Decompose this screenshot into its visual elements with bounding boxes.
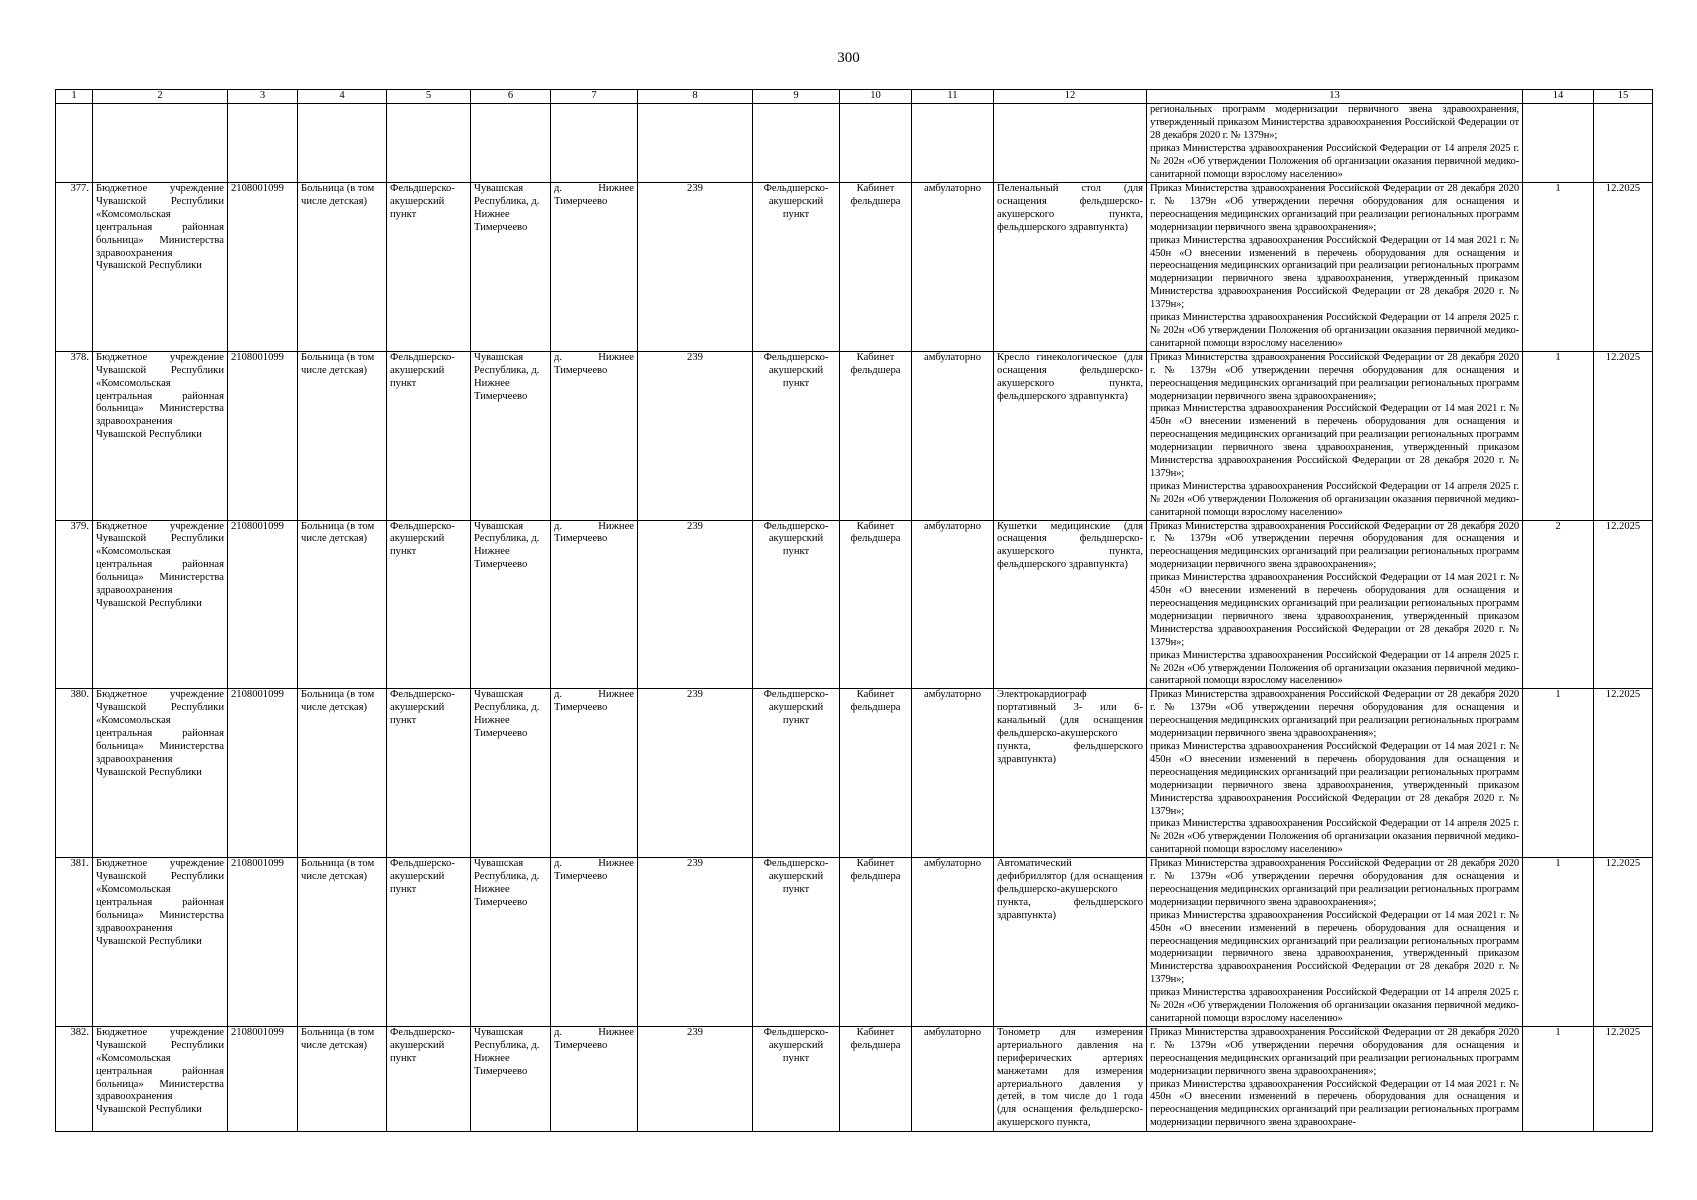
care-mode: амбулаторно	[924, 351, 981, 363]
settlement-name: д. Нижнее Тимерчеево	[554, 183, 634, 207]
mode-cell	[912, 520, 994, 689]
care-mode: амбулаторно	[924, 1026, 981, 1038]
mode-cell	[912, 858, 994, 1027]
population-cell	[638, 183, 753, 352]
table-row	[56, 689, 1653, 858]
deadline-date: 12.2025	[1605, 1026, 1641, 1038]
unit-cell	[387, 520, 471, 689]
deadline-date: 12.2025	[1605, 351, 1641, 363]
population-value: 239	[687, 1026, 703, 1038]
column-header: 10	[840, 90, 912, 104]
division-name: Фельдшерско-акушерский пункт	[763, 689, 829, 727]
organization-cell	[93, 1026, 228, 1131]
organization-type: Больница (в том числе детская)	[301, 351, 375, 376]
table-row	[56, 183, 1653, 352]
division-cell	[753, 858, 840, 1027]
unit-cell	[387, 1026, 471, 1131]
room-name: Кабинет фельдшера	[850, 520, 901, 545]
legal-basis: Приказ Министерства здравоохранения Российской Федерации от 28 декабря 2020 г. № 1379н «Об утверждении перечня оборудования для оснащения и переоснащения медицинских организаций при реализации региональных программ модернизации первичного звена здравоохранения»; приказ Министерства здравоохранения Российской Федерации от 14 мая 2021 г. № 450н «О внесении изменений в перечень оборудования для оснащения и переоснащения медицинских организаций при реализации региональных программ модернизации первичного звена здравоохранения, утвержденный приказом Министерства здравоохранения Российской Федерации от 28 декабря 2020 г. № 1379н»; приказ Министерства здравоохранения Российской Федерации от 14 апреля 2025 г. № 202н «Об утверждении Положения об организации оказания первичной медико-санитарной помощи взрослому населению»	[1150, 689, 1519, 856]
basis-continuation-cell	[1147, 104, 1523, 183]
equipment-name: Кушетки медицинские (для оснащения фельдшерско-акушерского пункта, фельдшерского здравпункта)	[997, 520, 1143, 571]
type-cell	[298, 689, 387, 858]
type-cell	[298, 351, 387, 520]
type-cell	[298, 1026, 387, 1131]
basis-continuation-text: региональных программ модернизации первичного звена здравоохранения, утвержденный приказом Министерства здравоохранения Российской Федерации от 28 декабря 2020 г. № 1379н»; приказ Министерства здравоохранения Российской Федерации от 14 апреля 2025 г. № 202н «Об утверждении Положения об организации оказания первичной медико-санитарной помощи взрослому населению»	[1150, 104, 1519, 180]
organization-name: Бюджетное учреждение Чувашской Республики «Комсомольская центральная районная больница» Министерства здравоохранения Чувашской Республики	[96, 520, 224, 609]
mode-cell	[912, 689, 994, 858]
room-cell	[840, 858, 912, 1027]
equipment-cell	[994, 520, 1147, 689]
mode-cell	[912, 1026, 994, 1131]
organization-cell	[93, 183, 228, 352]
quantity-cell	[1523, 689, 1594, 858]
division-cell	[753, 351, 840, 520]
column-header: 3	[228, 90, 298, 104]
empty-cell	[471, 104, 551, 183]
basis-cell	[1147, 183, 1523, 352]
empty-cell	[228, 104, 298, 183]
organization-code: 2108001099	[231, 351, 284, 363]
type-cell	[298, 520, 387, 689]
quantity-value: 1	[1555, 858, 1561, 870]
legal-basis: Приказ Министерства здравоохранения Российской Федерации от 28 декабря 2020 г. № 1379н «Об утверждении перечня оборудования для оснащения и переоснащения медицинских организаций при реализации региональных программ модернизации первичного звена здравоохранения»; приказ Министерства здравоохранения Российской Федерации от 14 мая 2021 г. № 450н «О внесении изменений в перечень оборудования для оснащения и переоснащения медицинских организаций при реализации региональных программ модернизации первичного звена здравоохранения, утвержденный приказом Министерства здравоохранения Российской Федерации от 28 декабря 2020 г. № 1379н»; приказ Министерства здравоохранения Российской Федерации от 14 апреля 2025 г. № 202н «Об утверждении Положения об организации оказания первичной медико-санитарной помощи взрослому населению»	[1150, 183, 1519, 349]
date-cell	[1594, 858, 1653, 1027]
equipment-name: Тонометр для измерения артериального давления на периферических артериях манжетами для измерения артериального давления у детей, в том числе до 1 года (для оснащения фельдшерско-акушерского пункта,	[997, 1026, 1143, 1129]
table-row	[56, 1026, 1653, 1131]
column-header: 4	[298, 90, 387, 104]
organization-name: Бюджетное учреждение Чувашской Республики «Комсомольская центральная районная больница» Министерства здравоохранения Чувашской Республики	[96, 183, 224, 272]
division-cell	[753, 689, 840, 858]
legal-basis: Приказ Министерства здравоохранения Российской Федерации от 28 декабря 2020 г. № 1379н «Об утверждении перечня оборудования для оснащения и переоснащения медицинских организаций при реализации региональных программ модернизации первичного звена здравоохранения»; приказ Министерства здравоохранения Российской Федерации от 14 мая 2021 г. № 450н «О внесении изменений в перечень оборудования для оснащения и переоснащения медицинских организаций при реализации региональных программ модернизации первичного звена здравоохранения, утвержденный приказом Министерства здравоохранения Российской Федерации от 28 декабря 2020 г. № 1379н»; приказ Министерства здравоохранения Российской Федерации от 14 апреля 2025 г. № 202н «Об утверждении Положения об организации оказания первичной медико-санитарной помощи взрослому населению»	[1150, 858, 1519, 1024]
empty-cell	[912, 104, 994, 183]
organization-cell	[93, 689, 228, 858]
settlement-cell	[551, 183, 638, 352]
quantity-cell	[1523, 183, 1594, 352]
room-name: Кабинет фельдшера	[850, 858, 901, 883]
empty-cell	[753, 104, 840, 183]
unit-cell	[387, 689, 471, 858]
quantity-cell	[1523, 520, 1594, 689]
division-cell	[753, 520, 840, 689]
row-number-cell	[56, 351, 93, 520]
empty-cell	[1523, 104, 1594, 183]
room-name: Кабинет фельдшера	[850, 351, 901, 376]
deadline-date: 12.2025	[1605, 689, 1641, 701]
column-header: 6	[471, 90, 551, 104]
region-cell	[471, 351, 551, 520]
empty-cell	[638, 104, 753, 183]
population-cell	[638, 351, 753, 520]
legal-basis: Приказ Министерства здравоохранения Российской Федерации от 28 декабря 2020 г. № 1379н «Об утверждении перечня оборудования для оснащения и переоснащения медицинских организаций при реализации региональных программ модернизации первичного звена здравоохранения»; приказ Министерства здравоохранения Российской Федерации от 14 мая 2021 г. № 450н «О внесении изменений в перечень оборудования для оснащения и переоснащения медицинских организаций при реализации региональных программ модернизации первичного звена здравоохране-	[1150, 1026, 1519, 1129]
row-number: 382.	[70, 1026, 89, 1038]
region-address: Чувашская Республика, д. Нижнее Тимерчеево	[474, 689, 540, 740]
column-header: 12	[994, 90, 1147, 104]
room-cell	[840, 183, 912, 352]
division-name: Фельдшерско-акушерский пункт	[763, 183, 829, 220]
room-name: Кабинет фельдшера	[850, 1026, 901, 1051]
row-number: 377.	[70, 183, 89, 194]
population-value: 239	[687, 520, 703, 532]
deadline-date: 12.2025	[1605, 520, 1641, 532]
mode-cell	[912, 183, 994, 352]
region-address: Чувашская Республика, д. Нижнее Тимерчеево	[474, 351, 540, 402]
empty-cell	[1594, 104, 1653, 183]
quantity-value: 1	[1555, 351, 1561, 363]
column-number-header	[56, 90, 1653, 104]
settlement-cell	[551, 858, 638, 1027]
organization-cell	[93, 351, 228, 520]
settlement-cell	[551, 520, 638, 689]
row-number: 379.	[70, 520, 89, 532]
column-header: 15	[1594, 90, 1653, 104]
organization-type: Больница (в том числе детская)	[301, 183, 375, 207]
population-cell	[638, 858, 753, 1027]
room-name: Кабинет фельдшера	[850, 689, 901, 714]
column-header: 14	[1523, 90, 1594, 104]
room-cell	[840, 689, 912, 858]
quantity-value: 2	[1555, 520, 1561, 532]
population-cell	[638, 689, 753, 858]
column-header: 5	[387, 90, 471, 104]
equipment-name: Электрокардиограф портативный 3- или 6-канальный (для оснащения фельдшерско-акушерского пункта, фельдшерского здравпункта)	[997, 689, 1143, 765]
registry-table	[55, 89, 1653, 1132]
division-name: Фельдшерско-акушерский пункт	[763, 1026, 829, 1064]
quantity-cell	[1523, 858, 1594, 1027]
organization-code: 2108001099	[231, 520, 284, 532]
quantity-value: 1	[1555, 183, 1561, 194]
unit-cell	[387, 183, 471, 352]
unit-name: Фельдшерско-акушерский пункт	[390, 858, 455, 895]
organization-type: Больница (в том числе детская)	[301, 689, 375, 714]
region-address: Чувашская Республика, д. Нижнее Тимерчеево	[474, 858, 540, 908]
equipment-name: Автоматический дефибриллятор (для оснащения фельдшерско-акушерского пункта, фельдшерского здравпункта)	[997, 858, 1143, 921]
region-address: Чувашская Республика, д. Нижнее Тимерчеево	[474, 183, 540, 233]
region-address: Чувашская Республика, д. Нижнее Тимерчеево	[474, 1026, 540, 1077]
population-cell	[638, 1026, 753, 1131]
legal-basis: Приказ Министерства здравоохранения Российской Федерации от 28 декабря 2020 г. № 1379н «Об утверждении перечня оборудования для оснащения и переоснащения медицинских организаций при реализации региональных программ модернизации первичного звена здравоохранения»; приказ Министерства здравоохранения Российской Федерации от 14 мая 2021 г. № 450н «О внесении изменений в перечень оборудования для оснащения и переоснащения медицинских организаций при реализации региональных программ модернизации первичного звена здравоохранения, утвержденный приказом Министерства здравоохранения Российской Федерации от 28 декабря 2020 г. № 1379н»; приказ Министерства здравоохранения Российской Федерации от 14 апреля 2025 г. № 202н «Об утверждении Положения об организации оказания первичной медико-санитарной помощи взрослому населению»	[1150, 520, 1519, 687]
row-number: 378.	[70, 351, 89, 363]
organization-type: Больница (в том числе детская)	[301, 858, 375, 883]
continuation-row	[56, 104, 1653, 183]
population-cell	[638, 520, 753, 689]
row-number-cell	[56, 1026, 93, 1131]
organization-name: Бюджетное учреждение Чувашской Республики «Комсомольская центральная районная больница» Министерства здравоохранения Чувашской Республики	[96, 858, 224, 947]
deadline-date: 12.2025	[1605, 858, 1641, 870]
region-cell	[471, 183, 551, 352]
empty-cell	[56, 104, 93, 183]
empty-cell	[298, 104, 387, 183]
population-value: 239	[687, 689, 703, 701]
organization-code: 2108001099	[231, 183, 284, 194]
region-address: Чувашская Республика, д. Нижнее Тимерчеево	[474, 520, 540, 571]
legal-basis: Приказ Министерства здравоохранения Российской Федерации от 28 декабря 2020 г. № 1379н «Об утверждении перечня оборудования для оснащения и переоснащения медицинских организаций при реализации региональных программ модернизации первичного звена здравоохранения»; приказ Министерства здравоохранения Российской Федерации от 14 мая 2021 г. № 450н «О внесении изменений в перечень оборудования для оснащения и переоснащения медицинских организаций при реализации региональных программ модернизации первичного звена здравоохранения, утвержденный приказом Министерства здравоохранения Российской Федерации от 28 декабря 2020 г. № 1379н»; приказ Министерства здравоохранения Российской Федерации от 14 апреля 2025 г. № 202н «Об утверждении Положения об организации оказания первичной медико-санитарной помощи взрослому населению»	[1150, 351, 1519, 518]
date-cell	[1594, 520, 1653, 689]
equipment-cell	[994, 689, 1147, 858]
basis-cell	[1147, 1026, 1523, 1131]
organization-name: Бюджетное учреждение Чувашской Республики «Комсомольская центральная районная больница» Министерства здравоохранения Чувашской Республики	[96, 351, 224, 441]
empty-cell	[387, 104, 471, 183]
equipment-cell	[994, 183, 1147, 352]
table-row	[56, 520, 1653, 689]
division-name: Фельдшерско-акушерский пункт	[763, 351, 829, 389]
basis-cell	[1147, 858, 1523, 1027]
unit-cell	[387, 351, 471, 520]
date-cell	[1594, 351, 1653, 520]
organization-code: 2108001099	[231, 689, 284, 701]
equipment-name: Пеленальный стол (для оснащения фельдшерско-акушерского пункта, фельдшерского здравпункта)	[997, 183, 1143, 233]
type-cell	[298, 183, 387, 352]
region-cell	[471, 520, 551, 689]
table-row	[56, 858, 1653, 1027]
basis-cell	[1147, 689, 1523, 858]
room-cell	[840, 1026, 912, 1131]
organization-cell	[93, 520, 228, 689]
column-header: 8	[638, 90, 753, 104]
organization-cell	[93, 858, 228, 1027]
organization-type: Больница (в том числе детская)	[301, 1026, 375, 1051]
unit-cell	[387, 858, 471, 1027]
quantity-value: 1	[1555, 1026, 1561, 1038]
basis-cell	[1147, 520, 1523, 689]
row-number-cell	[56, 689, 93, 858]
code-cell	[228, 1026, 298, 1131]
empty-cell	[551, 104, 638, 183]
empty-cell	[93, 104, 228, 183]
settlement-cell	[551, 351, 638, 520]
room-cell	[840, 351, 912, 520]
code-cell	[228, 183, 298, 352]
population-value: 239	[687, 858, 703, 870]
care-mode: амбулаторно	[924, 520, 981, 532]
organization-code: 2108001099	[231, 1026, 284, 1038]
unit-name: Фельдшерско-акушерский пункт	[390, 351, 455, 389]
organization-name: Бюджетное учреждение Чувашской Республики «Комсомольская центральная районная больница» Министерства здравоохранения Чувашской Республики	[96, 1026, 224, 1116]
population-value: 239	[687, 351, 703, 363]
care-mode: амбулаторно	[924, 183, 981, 194]
care-mode: амбулаторно	[924, 858, 981, 870]
empty-cell	[994, 104, 1147, 183]
table-row	[56, 351, 1653, 520]
column-header: 11	[912, 90, 994, 104]
settlement-name: д. Нижнее Тимерчеево	[554, 1026, 634, 1051]
settlement-name: д. Нижнее Тимерчеево	[554, 689, 634, 714]
quantity-value: 1	[1555, 689, 1561, 701]
empty-cell	[840, 104, 912, 183]
settlement-name: д. Нижнее Тимерчеево	[554, 520, 634, 545]
region-cell	[471, 1026, 551, 1131]
unit-name: Фельдшерско-акушерский пункт	[390, 520, 455, 558]
unit-name: Фельдшерско-акушерский пункт	[390, 1026, 455, 1064]
row-number: 381.	[70, 858, 89, 870]
row-number: 380.	[70, 689, 89, 701]
room-name: Кабинет фельдшера	[850, 183, 901, 207]
equipment-cell	[994, 858, 1147, 1027]
code-cell	[228, 689, 298, 858]
code-cell	[228, 858, 298, 1027]
date-cell	[1594, 689, 1653, 858]
equipment-cell	[994, 1026, 1147, 1131]
settlement-cell	[551, 1026, 638, 1131]
mode-cell	[912, 351, 994, 520]
division-name: Фельдшерско-акушерский пункт	[763, 858, 829, 895]
settlement-cell	[551, 689, 638, 858]
date-cell	[1594, 1026, 1653, 1131]
column-header: 13	[1147, 90, 1523, 104]
division-cell	[753, 183, 840, 352]
column-header: 9	[753, 90, 840, 104]
page-number: 300	[837, 50, 860, 66]
column-header: 2	[93, 90, 228, 104]
unit-name: Фельдшерско-акушерский пункт	[390, 689, 455, 727]
region-cell	[471, 858, 551, 1027]
code-cell	[228, 520, 298, 689]
division-name: Фельдшерско-акушерский пункт	[763, 520, 829, 558]
unit-name: Фельдшерско-акушерский пункт	[390, 183, 455, 220]
equipment-name: Кресло гинекологическое (для оснащения фельдшерско-акушерского пункта, фельдшерского здравпункта)	[997, 351, 1143, 402]
basis-cell	[1147, 351, 1523, 520]
region-cell	[471, 689, 551, 858]
type-cell	[298, 858, 387, 1027]
division-cell	[753, 1026, 840, 1131]
quantity-cell	[1523, 351, 1594, 520]
organization-code: 2108001099	[231, 858, 284, 870]
settlement-name: д. Нижнее Тимерчеево	[554, 351, 634, 376]
column-header: 7	[551, 90, 638, 104]
code-cell	[228, 351, 298, 520]
organization-name: Бюджетное учреждение Чувашской Республики «Комсомольская центральная районная больница» Министерства здравоохранения Чувашской Республики	[96, 689, 224, 778]
column-header: 1	[56, 90, 93, 104]
equipment-cell	[994, 351, 1147, 520]
row-number-cell	[56, 520, 93, 689]
date-cell	[1594, 183, 1653, 352]
settlement-name: д. Нижнее Тимерчеево	[554, 858, 634, 883]
quantity-cell	[1523, 1026, 1594, 1131]
row-number-cell	[56, 858, 93, 1027]
row-number-cell	[56, 183, 93, 352]
room-cell	[840, 520, 912, 689]
organization-type: Больница (в том числе детская)	[301, 520, 375, 545]
population-value: 239	[687, 183, 703, 194]
deadline-date: 12.2025	[1605, 183, 1641, 194]
care-mode: амбулаторно	[924, 689, 981, 701]
